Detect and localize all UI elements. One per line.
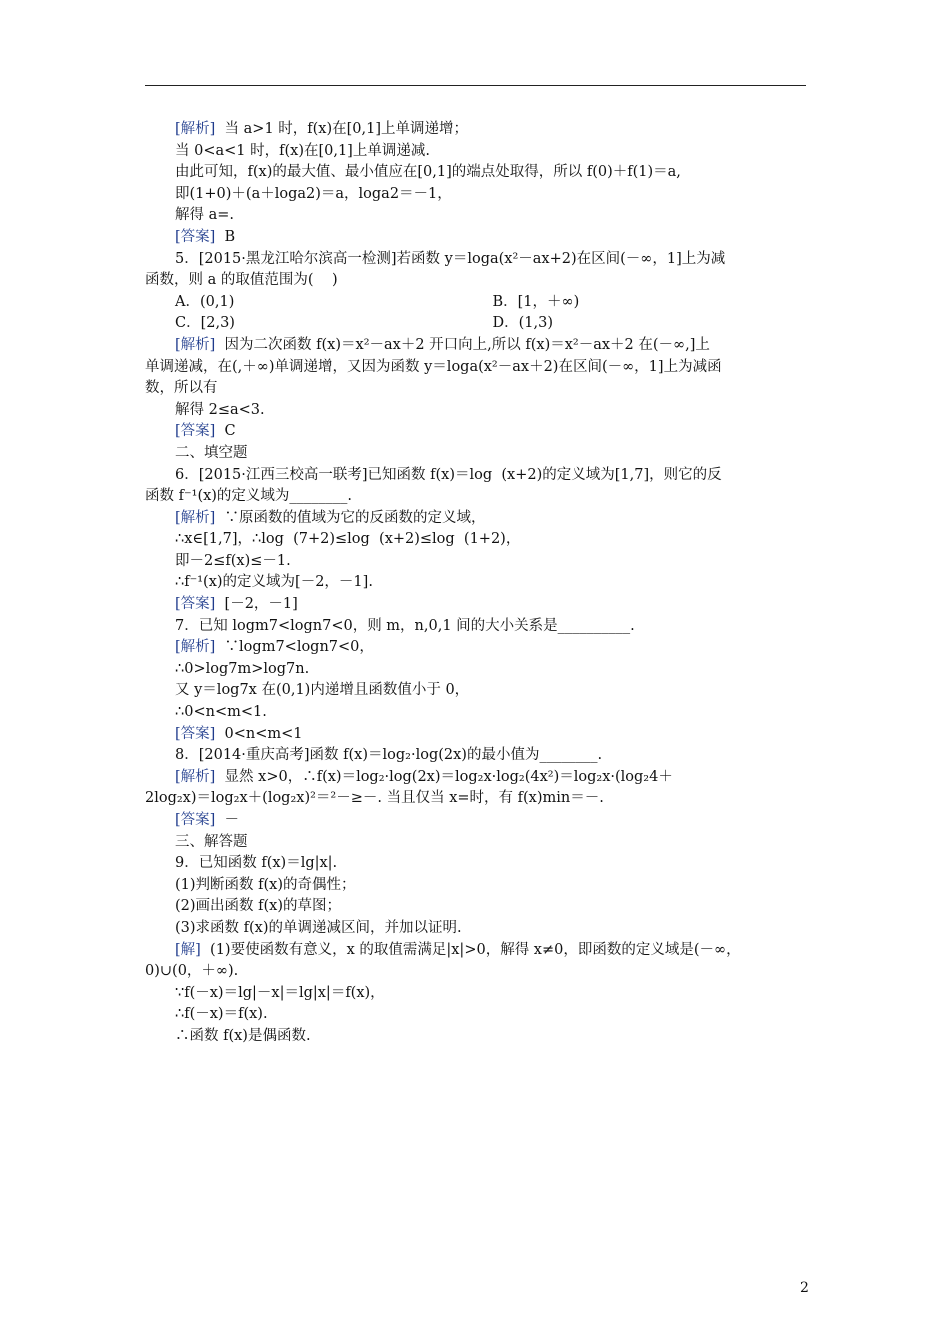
page-number: 2 [800, 1280, 809, 1296]
text-line [145, 940, 810, 962]
text-line [145, 745, 810, 767]
text-line [145, 421, 810, 443]
header-rule [145, 85, 806, 86]
line-text: ∴0<n<m<1. [175, 704, 267, 721]
text-line [145, 702, 810, 724]
line-text: ∵原函数的值域为它的反函数的定义域， [215, 509, 486, 526]
line-text: 解得 a=. [175, 207, 235, 224]
section-tag: [答案] [175, 725, 216, 742]
line-text: [－2，－1] [215, 596, 298, 613]
line-text: B [215, 228, 236, 245]
choice-option: D．(1,3) [492, 315, 553, 332]
text-line [145, 184, 810, 206]
line-text: ∴f⁻¹(x)的定义域为[－2，－1]. [175, 574, 373, 591]
text-line [145, 832, 810, 854]
text-line [145, 141, 810, 163]
text-line [145, 205, 810, 227]
text-line [145, 292, 810, 314]
text-line [145, 443, 810, 465]
line-text: 0)∪(0，＋∞). [145, 963, 239, 980]
text-line [145, 572, 810, 594]
text-line [145, 465, 810, 487]
line-text: C [215, 423, 236, 440]
text-line [145, 810, 810, 832]
text-line [145, 853, 810, 875]
text-line [145, 637, 810, 659]
line-text: 0<n<m<1 [215, 725, 303, 742]
text-line [145, 961, 810, 983]
text-line [145, 680, 810, 702]
line-text: 即－2≤f(x)≤－1. [175, 552, 291, 569]
section-tag: [答案] [175, 596, 216, 613]
line-text: 函数，则 a 的取值范围为( ) [145, 272, 338, 289]
text-line [145, 659, 810, 681]
line-text: 数，所以有 [145, 380, 218, 397]
line-text: 三、解答题 [175, 833, 248, 850]
line-text: 8．[2014·重庆高考]函数 f(x)＝log₂·log(2x)的最小值为________. [175, 747, 603, 764]
line-text: 由此可知，f(x)的最大值、最小值应在[0,1]的端点处取得，所以 f(0)＋f(1)＝a, [175, 164, 681, 181]
document-body [145, 119, 810, 1048]
line-text: 显然 x>0，∴f(x)＝log₂·log(2x)＝log₂x·log₂(4x²)＝log₂x·(log₂4＋ [215, 768, 673, 785]
line-text: (1)判断函数 f(x)的奇偶性； [175, 876, 356, 893]
line-text: 当 a>1 时，f(x)在[0,1]上单调递增； [215, 121, 469, 137]
section-tag: [解析] [175, 509, 216, 526]
section-tag: [答案] [175, 812, 216, 828]
choice-option: B．[1，＋∞) [492, 293, 580, 310]
text-line [145, 119, 810, 141]
section-tag: [解] [175, 941, 201, 958]
line-text: 2log₂x)＝log₂x＋(log₂x)²＝²－≥－. 当且仅当 x=时，有 f(x)min＝－. [145, 790, 604, 807]
line-text: 函数 f⁻¹(x)的定义域为________. [145, 488, 353, 505]
line-text: － [215, 812, 240, 828]
text-line [145, 1004, 810, 1026]
line-text: (1)要使函数有意义，x 的取值需满足|x|>0，解得 x≠0，即函数的定义域是(－∞， [200, 941, 741, 958]
text-line [145, 724, 810, 746]
line-text: 二、填空题 [175, 444, 248, 461]
section-tag: [解析] [175, 768, 216, 785]
choice-option: C．[2,3) [175, 315, 235, 332]
line-text: 9．已知函数 f(x)＝lg|x|. [175, 855, 338, 872]
line-text: 7．已知 logm7<logn7<0，则 m，n,0,1 间的大小关系是__________. [175, 617, 635, 634]
text-line [145, 508, 810, 530]
text-line [145, 249, 810, 271]
line-text: (3)求函数 f(x)的单调递减区间，并加以证明. [175, 919, 462, 936]
line-text: (2)画出函数 f(x)的草图； [175, 898, 342, 915]
line-text: 当 0<a<1 时，f(x)在[0,1]上单调递减. [175, 142, 430, 159]
line-text: ∴x∈[1,7]，∴log (7+2)≤log (x+2)≤log (1+2)， [175, 531, 521, 548]
line-text: ∴f(－x)＝f(x). [175, 1006, 268, 1023]
line-text: 单调递减，在(,＋∞)单调递增，又因为函数 y＝loga(x²－ax＋2)在区间(－∞，1]上为减函 [145, 358, 722, 375]
text-line [145, 594, 810, 616]
line-text: 又 y＝log7x 在(0,1)内递增且函数值小于 0， [175, 682, 470, 699]
line-text: 解得 2≤a<3. [175, 401, 265, 418]
text-line [145, 378, 810, 400]
choice-option: A．(0,1) [175, 293, 235, 310]
text-line [145, 616, 810, 638]
line-text: ∴函数 f(x)是偶函数. [175, 1027, 311, 1044]
text-line [145, 918, 810, 940]
text-line [145, 875, 810, 897]
text-line [145, 486, 810, 508]
text-line [145, 896, 810, 918]
text-line [145, 162, 810, 184]
line-text: 即(1+0)＋(a＋loga2)＝a，loga2＝－1， [175, 185, 452, 202]
line-text: 因为二次函数 f(x)＝x²－ax＋2 开口向上,所以 f(x)＝x²－ax＋2 在(－∞,]上 [215, 336, 710, 353]
line-text: ∴0>log7m>log7n. [175, 660, 310, 677]
text-line [145, 313, 810, 335]
text-line [145, 767, 810, 789]
text-line [145, 983, 810, 1005]
line-text: ∵logm7<logn7<0， [215, 639, 374, 656]
section-tag: [解析] [175, 121, 216, 137]
text-line [145, 400, 810, 422]
text-line [145, 1026, 810, 1048]
text-line [145, 270, 810, 292]
line-text: ∵f(－x)＝lg|－x|＝lg|x|＝f(x)， [175, 984, 385, 1001]
text-line [145, 529, 810, 551]
text-line [145, 551, 810, 573]
text-line [145, 788, 810, 810]
line-text: 5．[2015·黑龙江哈尔滨高一检测]若函数 y＝loga(x²－ax+2)在区间(－∞，1]上为减 [175, 250, 726, 267]
text-line [145, 335, 810, 357]
section-tag: [解析] [175, 336, 216, 353]
section-tag: [解析] [175, 639, 216, 656]
line-text: 6．[2015·江西三校高一联考]已知函数 f(x)＝log (x+2)的定义域为[1,7]，则它的反 [175, 466, 722, 483]
text-line [145, 357, 810, 379]
section-tag: [答案] [175, 423, 216, 440]
text-line [145, 227, 810, 249]
section-tag: [答案] [175, 228, 216, 245]
